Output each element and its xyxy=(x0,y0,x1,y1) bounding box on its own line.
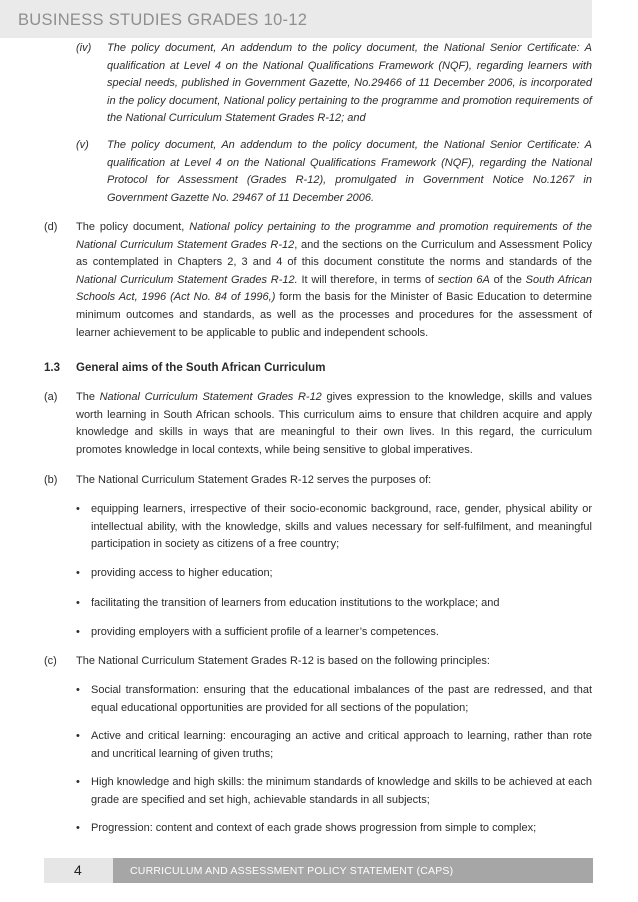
bullet-item: providing employers with a sufficient profile of a learner’s competences. xyxy=(91,626,439,638)
page-header xyxy=(0,0,592,38)
bullet-dot: • xyxy=(76,730,80,742)
text-run: , and the sections on the Curriculum and Assessment Policy as contemplated in Chapters 2, 3 and 4 of this document constitute the norms and standards of the xyxy=(76,238,592,269)
item-text-iv: The policy document, An addendum to the policy document, the National Senior Certificate: A qualification at Level 4 on the National Qualifications Framework (NQF), regarding learners with special needs, published in Government Gazette, No.29466 of 11 December 2006, is incorporated in the policy document, National policy pertaining to the programme and promotion requirements of the National Curriculum Statement Grades R-12; and xyxy=(107,42,592,125)
bullet-dot: • xyxy=(76,567,80,579)
bullet-item: facilitating the transition of learners from education institutions to the workplace; and xyxy=(91,597,500,609)
text-run: National policy pertaining to the programme and promotion requirements of the National Curriculum Statement Grades R-12 xyxy=(76,221,592,251)
bullet-item: Social transformation: ensuring that the educational imbalances of the past are redressed, and that equal educational opportunities are provided for all sections of the population; xyxy=(91,684,592,714)
aim-text-b: The National Curriculum Statement Grades R-12 serves the purposes of: xyxy=(76,474,432,486)
bullet-dot: • xyxy=(76,503,80,515)
text-run: section 6A xyxy=(437,273,490,286)
text-run: The xyxy=(76,391,100,403)
page-number: 4 xyxy=(74,862,82,878)
bullet-item: Progression: content and context of each grade shows progression from simple to complex; xyxy=(91,822,537,834)
bullet-item: Active and critical learning: encouraging an active and critical approach to learning, rather than rote and uncritical learning of given truths; xyxy=(91,730,592,760)
text-run: of the xyxy=(489,273,526,286)
section-number: 1.3 xyxy=(44,362,60,374)
text-run: The policy document, xyxy=(76,221,190,233)
item-marker-v: (v) xyxy=(76,139,89,151)
bullet-dot: • xyxy=(76,776,80,788)
section-title: General aims of the South African Curriculum xyxy=(76,362,326,374)
aim-text-c: The National Curriculum Statement Grades R-12 is based on the following principles: xyxy=(76,655,490,667)
text-run: gives expression to the knowledge, skills and values worth learning in South African schools. This curriculum aims to ensure that children acquire and apply knowledge and skills in ways that are meaningful to their own lives. In this regard, the curriculum promotes knowledge in local contexts, while being sensitive to global imperatives. xyxy=(76,391,593,456)
bullet-item: equipping learners, irrespective of their socio-economic background, race, gender, physical ability or intellectual ability, with the knowledge, skills and values necessary for self-fulfilment, and meaningful participation in society as citizens of a free country; xyxy=(91,503,592,551)
header-title: BUSINESS STUDIES GRADES 10-12 xyxy=(18,11,308,29)
text-run: South African Schools Act, 1996 (Act No. 84 of 1996,) xyxy=(76,273,592,304)
text-run: National Curriculum Statement Grades R-12 xyxy=(99,391,322,403)
bullet-dot: • xyxy=(76,684,80,696)
bullet-item: High knowledge and high skills: the minimum standards of knowledge and skills to be achieved at each grade are specified and set high, achievable standards in all subjects; xyxy=(91,776,592,806)
item-marker-d: (d) xyxy=(44,221,58,233)
bullet-dot: • xyxy=(76,822,80,834)
item-marker-iv: (iv) xyxy=(76,42,92,54)
item-text-v: The policy document, An addendum to the policy document, the National Senior Certificate: A qualification at Level 4 on the National Qualifications Framework (NQF), regarding the National Protocol for Assessment (Grades R-12), promulgated in Government Notice No.1267 in Government Gazette No. 29467 of 11 December 2006. xyxy=(107,139,592,204)
bullet-dot: • xyxy=(76,597,80,609)
text-run: It will therefore, in terms of xyxy=(297,273,438,286)
text-run: National Curriculum Statement Grades R-12. xyxy=(76,273,298,286)
item-text-d xyxy=(76,219,592,342)
bullet-item: providing access to higher education; xyxy=(91,567,273,579)
aim-marker-b: (b) xyxy=(44,474,58,486)
aim-marker-c: (c) xyxy=(44,655,57,667)
text-run: form the basis for the Minister of Basic Education to determine minimum outcomes and standards, as well as the processes and procedures for the assessment of learner achievement to be applicable to public and independent schools. xyxy=(76,291,592,339)
aim-text-a xyxy=(76,389,592,459)
footer-title: CURRICULUM AND ASSESSMENT POLICY STATEMENT (CAPS) xyxy=(130,865,454,877)
bullet-dot: • xyxy=(76,626,80,638)
aim-marker-a: (a) xyxy=(44,391,58,403)
